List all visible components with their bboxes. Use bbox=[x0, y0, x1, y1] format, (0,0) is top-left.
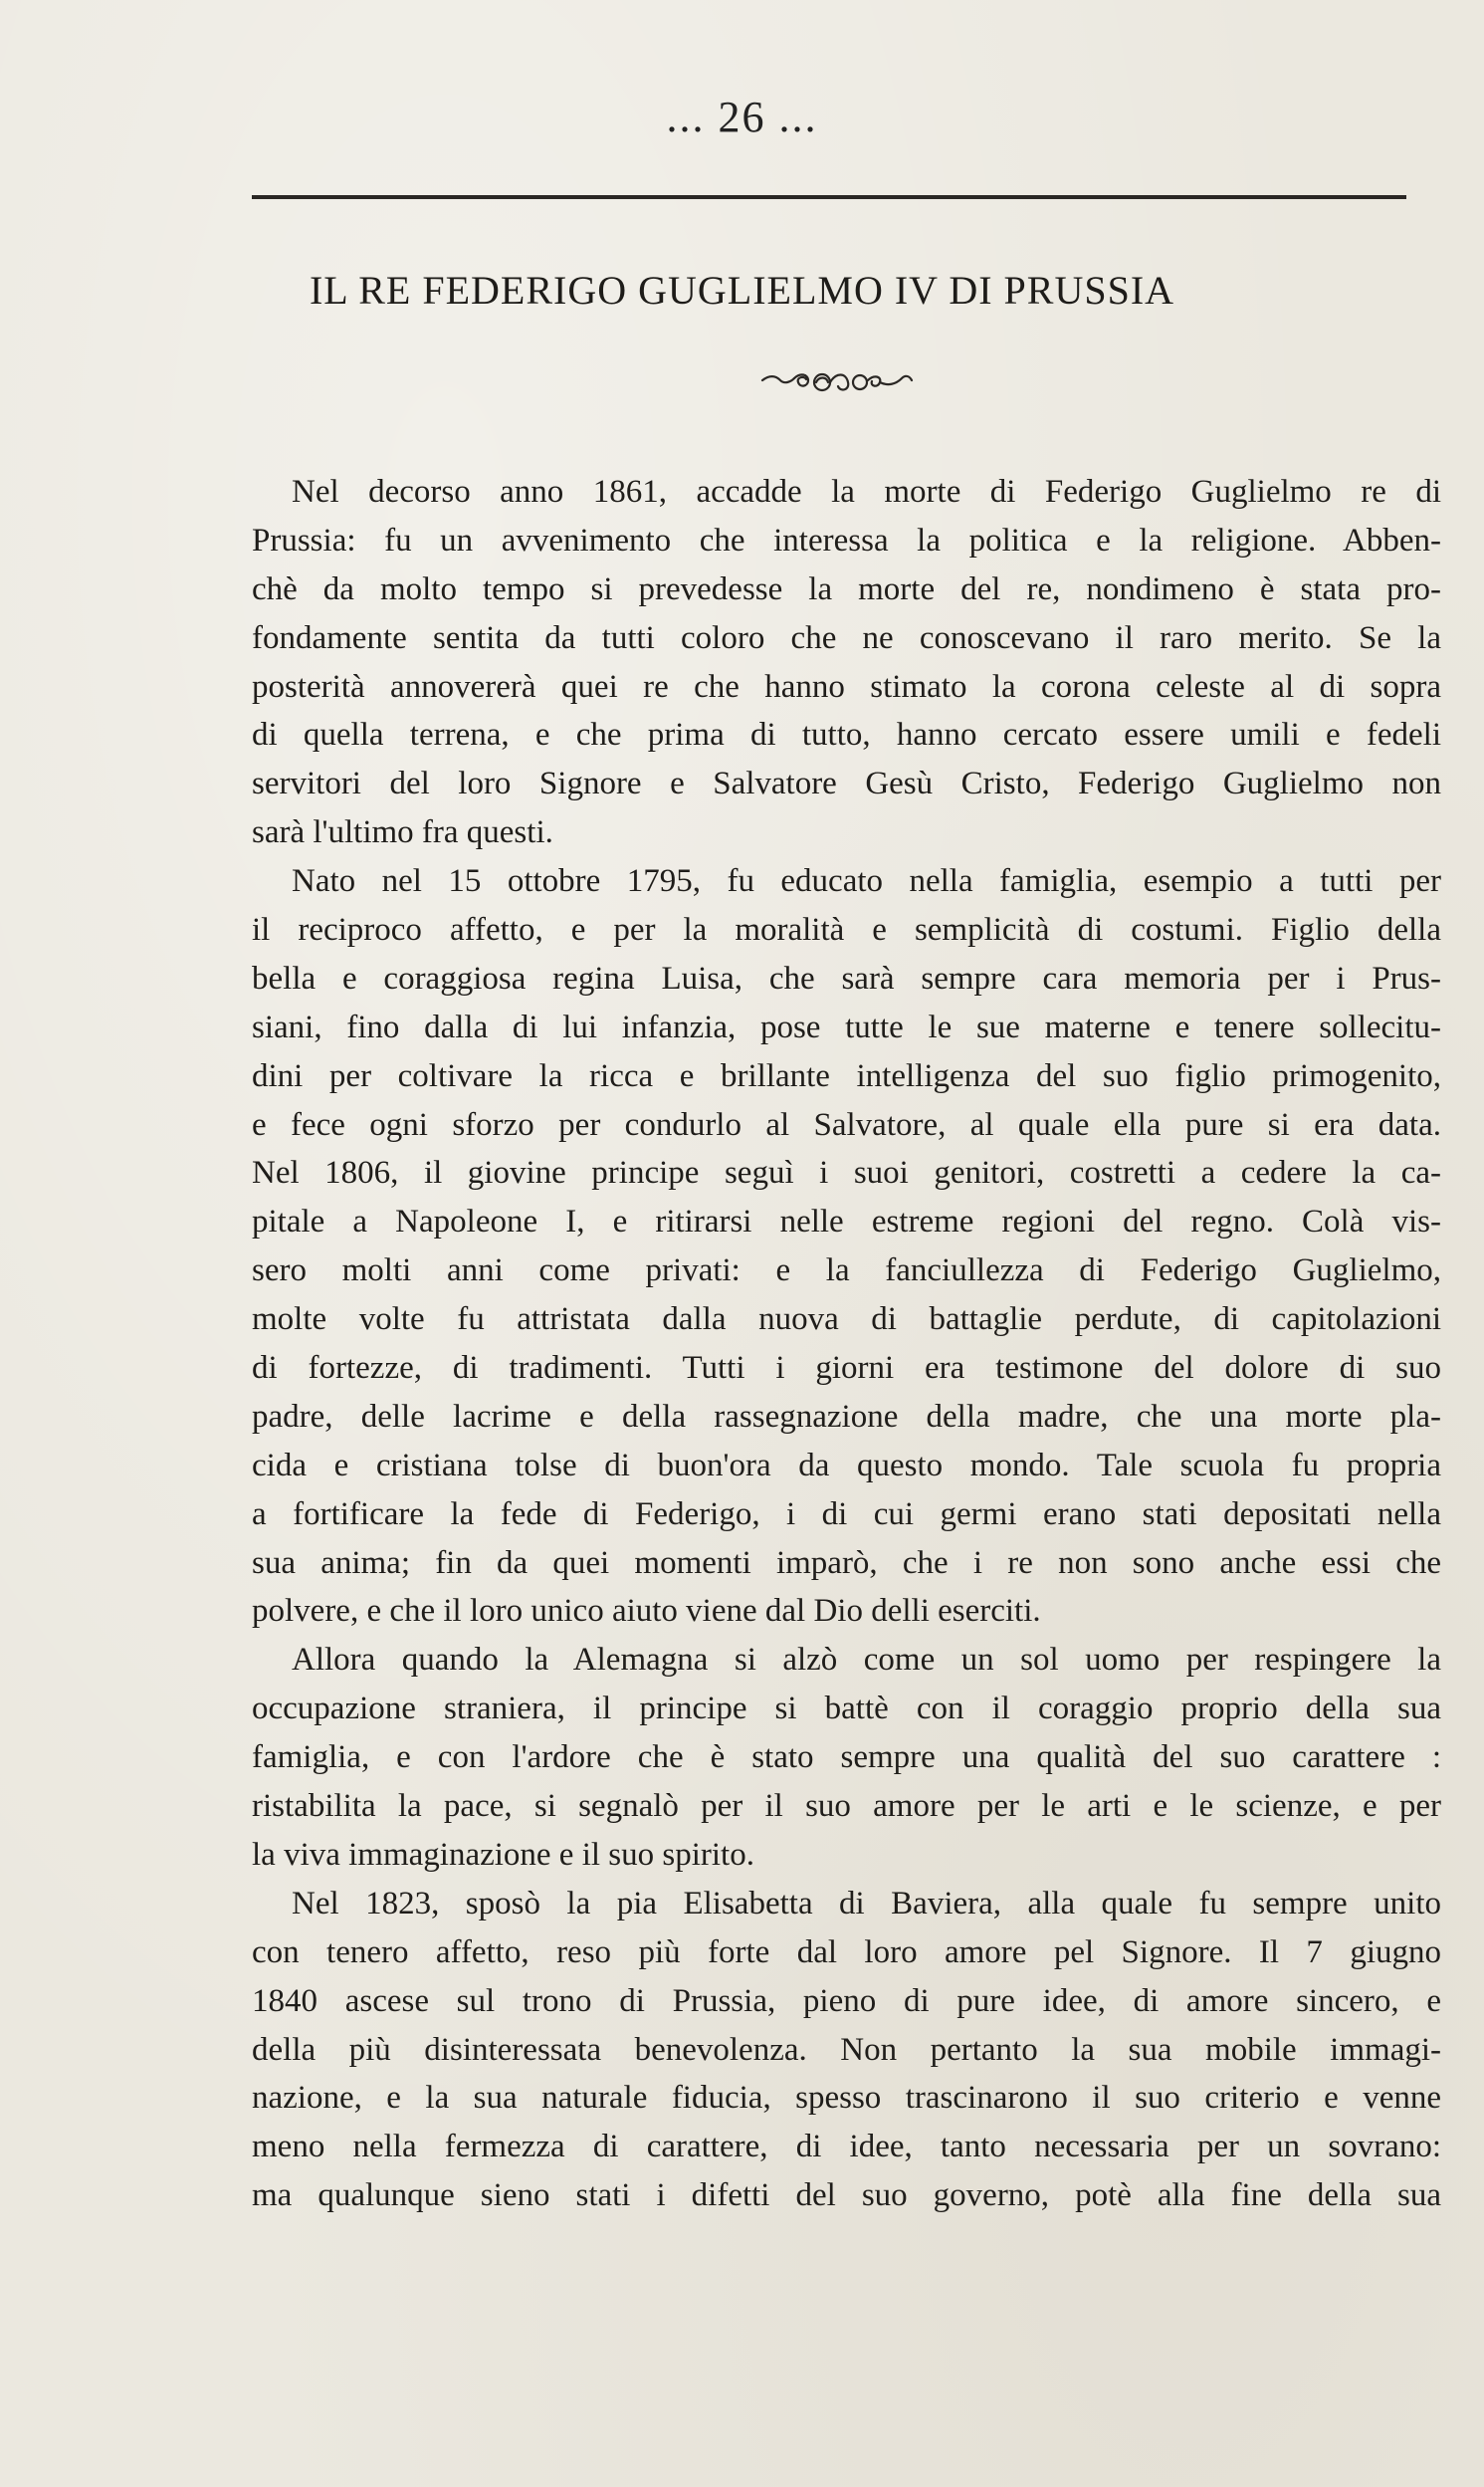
text-line: 1840 ascese sul trono di Prussia, pieno di pure idee, di amore sincero, e bbox=[252, 1982, 1441, 2019]
text-line: servitori del loro Signore e Salvatore Gesù Cristo, Federigo Guglielmo non bbox=[252, 766, 1441, 802]
text-line: Prussia: fu un avvenimento che interessa la politica e la religione. Abben- bbox=[252, 522, 1441, 559]
text-line: il reciproco affetto, e per la moralità e semplicità di costumi. Figlio della bbox=[252, 912, 1441, 949]
text-line: ma qualunque sieno stati i difetti del suo governo, potè alla fine della sua bbox=[252, 2177, 1441, 2214]
text-line: sua anima; fin da quei momenti imparò, che i re non sono anche essi che bbox=[252, 1544, 1441, 1581]
paragraph-4 bbox=[252, 1880, 1441, 2220]
text-line: siani, fino dalla di lui infanzia, pose tutte le sue materne e tenere sollecitu- bbox=[252, 1009, 1441, 1045]
text-line: bella e coraggiosa regina Luisa, che sarà sempre cara memoria per i Prus- bbox=[252, 960, 1441, 997]
header-rule bbox=[252, 195, 1406, 199]
text-line: padre, delle lacrime e della rassegnazione della madre, che una morte pla- bbox=[252, 1398, 1441, 1435]
text-line: Nel 1806, il giovine principe seguì i suoi genitori, costretti a cedere la ca- bbox=[252, 1155, 1441, 1192]
paragraph-1 bbox=[252, 468, 1441, 857]
text-line: famiglia, e con l'ardore che è stato sempre una qualità del suo carattere : bbox=[252, 1739, 1441, 1776]
text-line: molte volte fu attristata dalla nuova di battaglie perdute, di capitolazioni bbox=[252, 1301, 1441, 1338]
paragraph-2 bbox=[252, 857, 1441, 1636]
text-line: Allora quando la Alemagna si alzò come un sol uomo per respingere la bbox=[292, 1642, 1441, 1679]
text-line: Nato nel 15 ottobre 1795, fu educato nella famiglia, esempio a tutti per bbox=[292, 863, 1441, 900]
text-line: di fortezze, di tradimenti. Tutti i giorni era testimone del dolore di suo bbox=[252, 1350, 1441, 1387]
text-line: polvere, e che il loro unico aiuto viene dal Dio delli eserciti. bbox=[252, 1593, 1041, 1630]
text-line: posterità annovererà quei re che hanno stimato la corona celeste al di sopra bbox=[252, 668, 1441, 705]
text-line: ristabilita la pace, si segnalò per il suo amore per le arti e le scienze, e per bbox=[252, 1788, 1441, 1825]
text-line: nazione, e la sua naturale fiducia, spesso trascinarono il suo criterio e venne bbox=[252, 2080, 1441, 2117]
text-line: Nel decorso anno 1861, accadde la morte di Federigo Guglielmo re di bbox=[292, 474, 1441, 510]
article-body bbox=[252, 468, 1441, 2220]
text-line: fondamente sentita da tutti coloro che ne conoscevano il raro merito. Se la bbox=[252, 619, 1441, 656]
text-line: occupazione straniera, il principe si battè con il coraggio proprio della sua bbox=[252, 1691, 1441, 1727]
text-line: chè da molto tempo si prevedesse la morte del re, nondimeno è stata pro- bbox=[252, 570, 1441, 607]
text-line: della più disinteressata benevolenza. Non pertanto la sua mobile immagi- bbox=[252, 2031, 1441, 2068]
text-line: sero molti anni come privati: e la fanciullezza di Federigo Guglielmo, bbox=[252, 1252, 1441, 1289]
page-number: ... 26 ... bbox=[666, 93, 818, 141]
text-line: a fortificare la fede di Federigo, i di cui germi erano stati depositati nella bbox=[252, 1495, 1441, 1532]
flourish-ornament-icon bbox=[756, 362, 916, 402]
text-line: sarà l'ultimo fra questi. bbox=[252, 814, 553, 851]
text-line: Nel 1823, sposò la pia Elisabetta di Baviera, alla quale fu sempre unito bbox=[292, 1885, 1441, 1922]
text-line: meno nella fermezza di carattere, di idee, tanto necessaria per un sovrano: bbox=[252, 2129, 1441, 2165]
paragraph-3 bbox=[252, 1636, 1441, 1879]
text-line: con tenero affetto, reso più forte dal loro amore pel Signore. Il 7 giugno bbox=[252, 1933, 1441, 1970]
text-line: dini per coltivare la ricca e brillante intelligenza del suo figlio primogenito, bbox=[252, 1057, 1441, 1094]
chapter-title: IL RE FEDERIGO GUGLIELMO IV DI PRUSSIA bbox=[309, 268, 1175, 313]
text-line: di quella terrena, e che prima di tutto, hanno cercato essere umili e fedeli bbox=[252, 717, 1441, 754]
text-line: pitale a Napoleone I, e ritirarsi nelle estreme regioni del regno. Colà vis- bbox=[252, 1204, 1441, 1241]
text-line: la viva immaginazione e il suo spirito. bbox=[252, 1836, 754, 1873]
text-line: cida e cristiana tolse di buon'ora da questo mondo. Tale scuola fu propria bbox=[252, 1447, 1441, 1483]
text-line: e fece ogni sforzo per condurlo al Salvatore, al quale ella pure si era data. bbox=[252, 1106, 1441, 1143]
